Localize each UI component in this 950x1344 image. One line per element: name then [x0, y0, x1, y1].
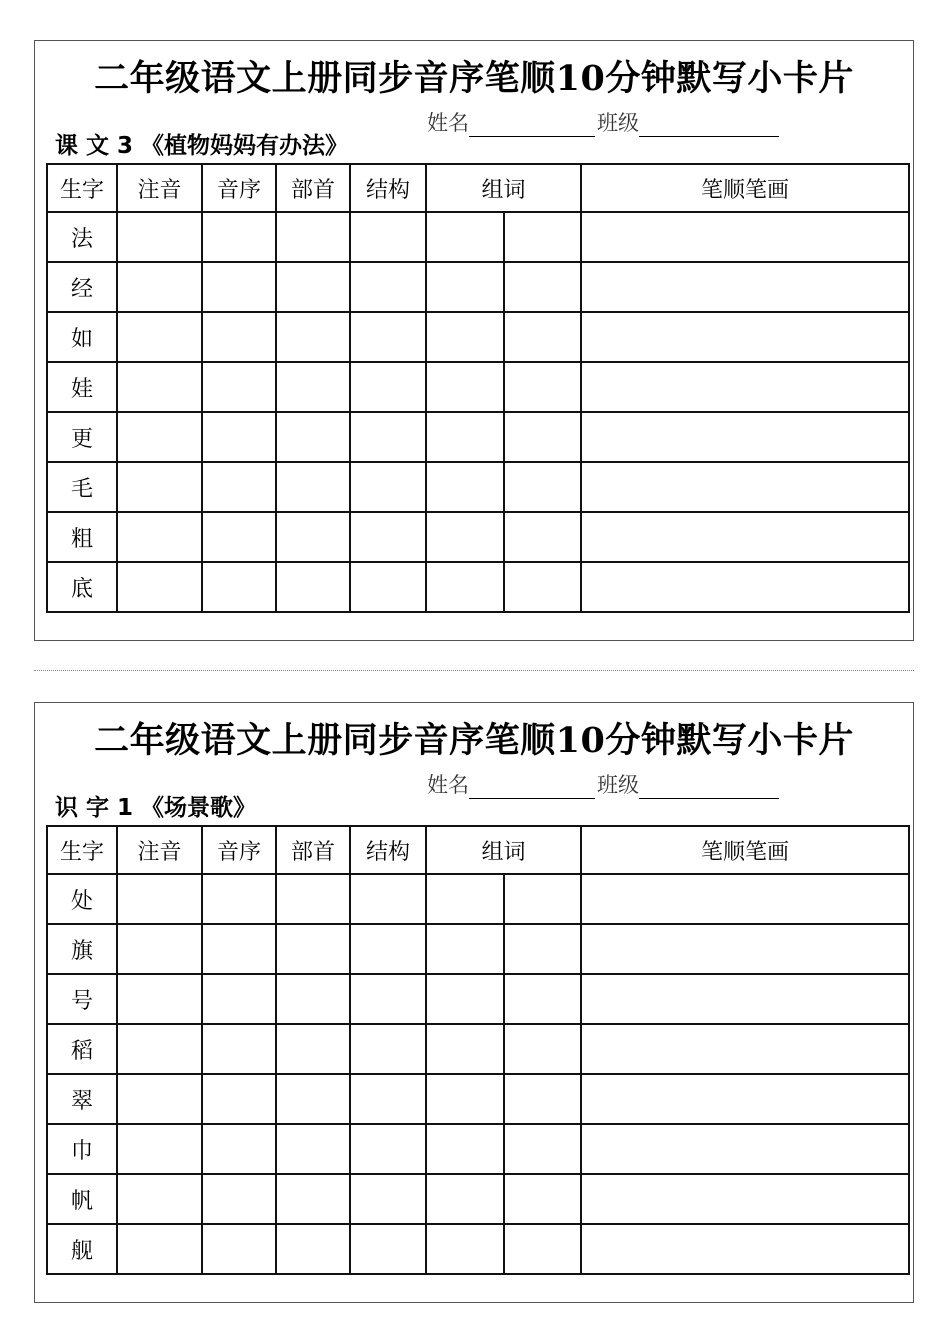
word-cell-2[interactable]	[504, 1124, 581, 1174]
table-row	[47, 874, 909, 924]
initial-cell[interactable]	[202, 512, 276, 562]
dictation-table	[46, 825, 910, 1275]
character-cell: 更	[47, 412, 117, 462]
header-radical: 部首	[276, 164, 350, 212]
word-cell-1[interactable]	[426, 924, 504, 974]
word-cell-2[interactable]	[504, 312, 581, 362]
word-cell-1[interactable]	[426, 974, 504, 1024]
table-row	[47, 1074, 909, 1124]
pinyin-cell[interactable]	[117, 924, 202, 974]
word-cell-2[interactable]	[504, 512, 581, 562]
lesson-title: 课 文 3 《植物妈妈有办法》	[55, 133, 349, 159]
character-cell: 毛	[47, 462, 117, 512]
character-cell: 法	[47, 212, 117, 262]
pinyin-cell[interactable]	[117, 1024, 202, 1074]
initial-cell[interactable]	[202, 1174, 276, 1224]
word-cell-1[interactable]	[426, 874, 504, 924]
lesson-title: 识 字 1 《场景歌》	[55, 795, 257, 821]
pinyin-cell[interactable]	[117, 462, 202, 512]
header-initial: 音序	[202, 826, 276, 874]
initial-cell[interactable]	[202, 262, 276, 312]
radical-cell[interactable]	[276, 512, 350, 562]
initial-cell[interactable]	[202, 874, 276, 924]
radical-cell[interactable]	[276, 562, 350, 612]
initial-cell[interactable]	[202, 1024, 276, 1074]
character-cell: 处	[47, 874, 117, 924]
table-row	[47, 262, 909, 312]
dictation-table	[46, 163, 910, 613]
radical-cell[interactable]	[276, 1174, 350, 1224]
pinyin-cell[interactable]	[117, 212, 202, 262]
header-structure: 结构	[350, 164, 426, 212]
strokes-cell[interactable]	[581, 212, 909, 262]
pinyin-cell[interactable]	[117, 512, 202, 562]
table-row	[47, 924, 909, 974]
strokes-cell[interactable]	[581, 412, 909, 462]
initial-cell[interactable]	[202, 362, 276, 412]
structure-cell[interactable]	[350, 562, 426, 612]
table-row	[47, 462, 909, 512]
initial-cell[interactable]	[202, 1224, 276, 1274]
character-cell: 经	[47, 262, 117, 312]
structure-cell[interactable]	[350, 312, 426, 362]
strokes-cell[interactable]	[581, 874, 909, 924]
header-row	[47, 164, 909, 212]
word-cell-1[interactable]	[426, 1074, 504, 1124]
header-strokes: 笔顺笔画	[581, 164, 909, 212]
structure-cell[interactable]	[350, 362, 426, 412]
strokes-cell[interactable]	[581, 462, 909, 512]
radical-cell[interactable]	[276, 412, 350, 462]
word-cell-2[interactable]	[504, 974, 581, 1024]
pinyin-cell[interactable]	[117, 1224, 202, 1274]
student-info	[427, 769, 781, 799]
pinyin-cell[interactable]	[117, 1174, 202, 1224]
word-cell-1[interactable]	[426, 562, 504, 612]
word-cell-2[interactable]	[504, 212, 581, 262]
table-row	[47, 562, 909, 612]
name-label: 姓名	[427, 773, 469, 797]
radical-cell[interactable]	[276, 312, 350, 362]
structure-cell[interactable]	[350, 974, 426, 1024]
dictation-card-2	[34, 702, 914, 1303]
initial-cell[interactable]	[202, 212, 276, 262]
character-cell: 旗	[47, 924, 117, 974]
strokes-cell[interactable]	[581, 262, 909, 312]
class-label: 班级	[597, 111, 639, 135]
table-row	[47, 974, 909, 1024]
table-row	[47, 1124, 909, 1174]
word-cell-1[interactable]	[426, 1124, 504, 1174]
header-row	[47, 826, 909, 874]
header-words: 组词	[426, 164, 581, 212]
header-structure: 结构	[350, 826, 426, 874]
pinyin-cell[interactable]	[117, 1124, 202, 1174]
pinyin-cell[interactable]	[117, 974, 202, 1024]
character-cell: 舰	[47, 1224, 117, 1274]
cut-line	[34, 670, 914, 671]
student-info	[427, 107, 781, 137]
character-cell: 粗	[47, 512, 117, 562]
character-cell: 帆	[47, 1174, 117, 1224]
pinyin-cell[interactable]	[117, 362, 202, 412]
class-blank[interactable]	[639, 114, 779, 137]
structure-cell[interactable]	[350, 462, 426, 512]
table-row	[47, 1224, 909, 1274]
strokes-cell[interactable]	[581, 974, 909, 1024]
word-cell-2[interactable]	[504, 874, 581, 924]
class-blank[interactable]	[639, 776, 779, 799]
radical-cell[interactable]	[276, 1124, 350, 1174]
word-cell-1[interactable]	[426, 512, 504, 562]
structure-cell[interactable]	[350, 924, 426, 974]
header-character: 生字	[47, 164, 117, 212]
initial-cell[interactable]	[202, 562, 276, 612]
header-strokes: 笔顺笔画	[581, 826, 909, 874]
word-cell-2[interactable]	[504, 1224, 581, 1274]
strokes-cell[interactable]	[581, 512, 909, 562]
structure-cell[interactable]	[350, 512, 426, 562]
character-cell: 巾	[47, 1124, 117, 1174]
structure-cell[interactable]	[350, 1124, 426, 1174]
table-row	[47, 362, 909, 412]
strokes-cell[interactable]	[581, 1174, 909, 1224]
initial-cell[interactable]	[202, 924, 276, 974]
strokes-cell[interactable]	[581, 312, 909, 362]
word-cell-2[interactable]	[504, 1024, 581, 1074]
table-row	[47, 1174, 909, 1224]
pinyin-cell[interactable]	[117, 262, 202, 312]
word-cell-2[interactable]	[504, 462, 581, 512]
table-row	[47, 312, 909, 362]
radical-cell[interactable]	[276, 874, 350, 924]
table-row	[47, 212, 909, 262]
radical-cell[interactable]	[276, 462, 350, 512]
radical-cell[interactable]	[276, 1224, 350, 1274]
word-cell-1[interactable]	[426, 312, 504, 362]
pinyin-cell[interactable]	[117, 412, 202, 462]
word-cell-1[interactable]	[426, 262, 504, 312]
radical-cell[interactable]	[276, 1074, 350, 1124]
strokes-cell[interactable]	[581, 362, 909, 412]
header-pinyin: 注音	[117, 164, 202, 212]
word-cell-1[interactable]	[426, 362, 504, 412]
word-cell-1[interactable]	[426, 1174, 504, 1224]
radical-cell[interactable]	[276, 262, 350, 312]
header-radical: 部首	[276, 826, 350, 874]
pinyin-cell[interactable]	[117, 312, 202, 362]
structure-cell[interactable]	[350, 874, 426, 924]
strokes-cell[interactable]	[581, 1224, 909, 1274]
word-cell-1[interactable]	[426, 412, 504, 462]
radical-cell[interactable]	[276, 1024, 350, 1074]
word-cell-1[interactable]	[426, 212, 504, 262]
initial-cell[interactable]	[202, 462, 276, 512]
initial-cell[interactable]	[202, 312, 276, 362]
structure-cell[interactable]	[350, 1024, 426, 1074]
initial-cell[interactable]	[202, 412, 276, 462]
strokes-cell[interactable]	[581, 1074, 909, 1124]
initial-cell[interactable]	[202, 1124, 276, 1174]
name-blank[interactable]	[469, 114, 595, 137]
structure-cell[interactable]	[350, 1224, 426, 1274]
word-cell-2[interactable]	[504, 262, 581, 312]
strokes-cell[interactable]	[581, 924, 909, 974]
initial-cell[interactable]	[202, 974, 276, 1024]
header-initial: 音序	[202, 164, 276, 212]
strokes-cell[interactable]	[581, 1024, 909, 1074]
character-cell: 底	[47, 562, 117, 612]
character-cell: 如	[47, 312, 117, 362]
character-cell: 稻	[47, 1024, 117, 1074]
header-pinyin: 注音	[117, 826, 202, 874]
pinyin-cell[interactable]	[117, 562, 202, 612]
word-cell-2[interactable]	[504, 924, 581, 974]
strokes-cell[interactable]	[581, 1124, 909, 1174]
strokes-cell[interactable]	[581, 562, 909, 612]
structure-cell[interactable]	[350, 412, 426, 462]
initial-cell[interactable]	[202, 1074, 276, 1124]
table-row	[47, 412, 909, 462]
table-row	[47, 512, 909, 562]
class-label: 班级	[597, 773, 639, 797]
word-cell-1[interactable]	[426, 1024, 504, 1074]
word-cell-1[interactable]	[426, 462, 504, 512]
word-cell-1[interactable]	[426, 1224, 504, 1274]
radical-cell[interactable]	[276, 924, 350, 974]
radical-cell[interactable]	[276, 974, 350, 1024]
word-cell-2[interactable]	[504, 562, 581, 612]
pinyin-cell[interactable]	[117, 874, 202, 924]
word-cell-2[interactable]	[504, 412, 581, 462]
structure-cell[interactable]	[350, 1074, 426, 1124]
character-cell: 号	[47, 974, 117, 1024]
card-title: 二年级语文上册同步音序笔顺10分钟默写小卡片	[94, 58, 854, 99]
word-cell-2[interactable]	[504, 1074, 581, 1124]
radical-cell[interactable]	[276, 212, 350, 262]
character-cell: 娃	[47, 362, 117, 412]
radical-cell[interactable]	[276, 362, 350, 412]
header-words: 组词	[426, 826, 581, 874]
name-blank[interactable]	[469, 776, 595, 799]
header-character: 生字	[47, 826, 117, 874]
structure-cell[interactable]	[350, 262, 426, 312]
word-cell-2[interactable]	[504, 1174, 581, 1224]
pinyin-cell[interactable]	[117, 1074, 202, 1124]
structure-cell[interactable]	[350, 212, 426, 262]
word-cell-2[interactable]	[504, 362, 581, 412]
dictation-card-1	[34, 40, 914, 641]
table-row	[47, 1024, 909, 1074]
card-title: 二年级语文上册同步音序笔顺10分钟默写小卡片	[94, 720, 854, 761]
structure-cell[interactable]	[350, 1174, 426, 1224]
name-label: 姓名	[427, 111, 469, 135]
character-cell: 翠	[47, 1074, 117, 1124]
